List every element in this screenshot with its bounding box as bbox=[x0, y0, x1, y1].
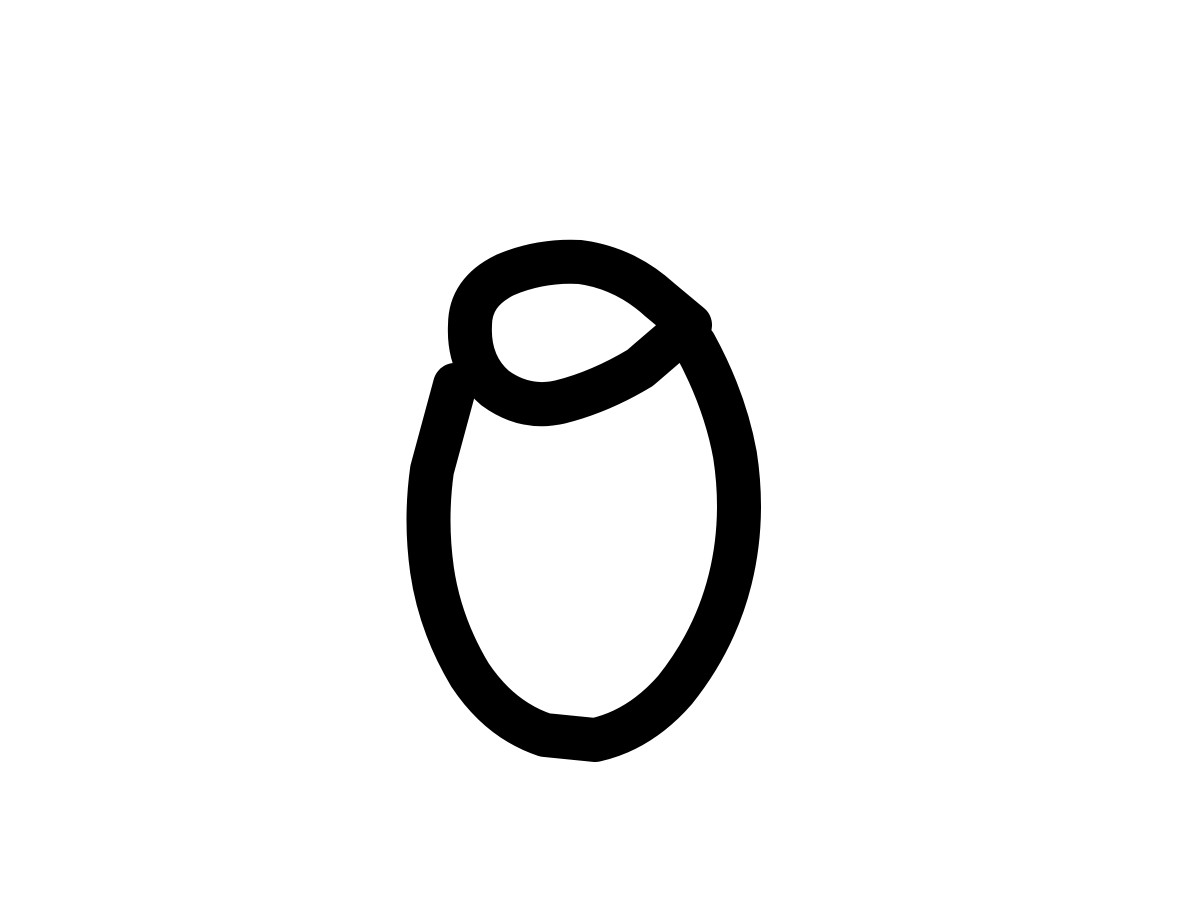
top-loop-stroke bbox=[470, 262, 690, 404]
